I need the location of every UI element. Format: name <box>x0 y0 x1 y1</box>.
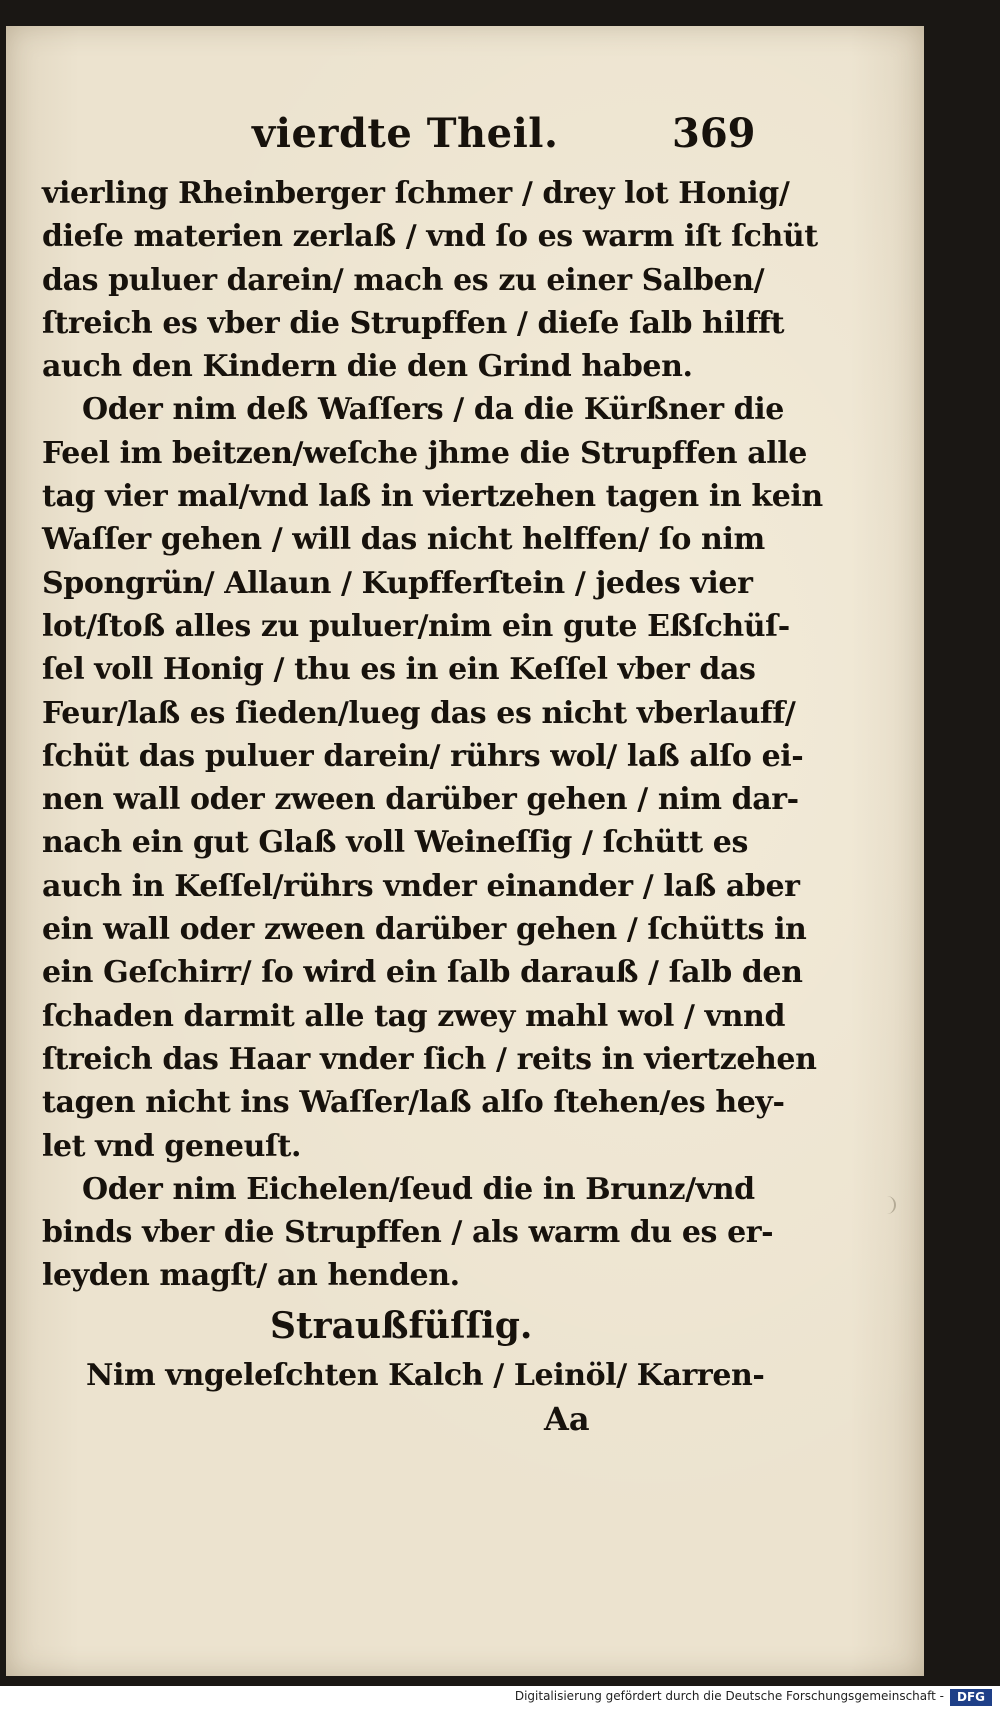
text-line: dieſe materien zerlaß / vnd ſo es warm iſt ſchüt <box>42 219 818 255</box>
text-line: ſel voll Honig / thu es in ein Keſſel vber das <box>42 652 756 688</box>
digitization-footer <box>0 1686 1000 1710</box>
paragraph-start-line: Oder nim Eichelen/ſeud die in Brunz/vnd <box>82 1171 755 1207</box>
text-line: binds vber die Strupffen / als warm du es er- <box>42 1215 774 1251</box>
text-line: nen wall oder zween darüber gehen / nim dar- <box>42 782 799 818</box>
dfg-logo: DFG <box>950 1689 992 1706</box>
text-line: lot/ſtoß alles zu puluer/nim ein gute Eßſchüſ- <box>42 608 790 644</box>
page-header <box>42 110 756 172</box>
text-line: let vnd geneuſt. <box>42 1128 302 1164</box>
text-line: Feel im beitzen/weſche jhme die Strupffen alle <box>42 435 807 471</box>
text-line: auch den Kindern die den Grind haben. <box>42 349 693 385</box>
running-head: vierdte Theil. <box>252 110 559 157</box>
text-line: ein Geſchirr/ ſo wird ein ſalb darauß / ſalb den <box>42 955 803 991</box>
text-line: ſtreich das Haar vnder ſich / reits in viertzehen <box>42 1041 817 1077</box>
text-block <box>42 110 823 1441</box>
text-line: das puluer darein/ mach es zu einer Salben/ <box>42 262 765 298</box>
text-line: ſchüt das puluer darein/ rührs wol/ laß alſo ei- <box>42 738 804 774</box>
text-line: vierling Rheinberger ſchmer / drey lot Honig/ <box>42 176 790 211</box>
text-line: ſchaden darmit alle tag zwey mahl wol / vnnd <box>42 998 786 1034</box>
book-page <box>6 26 924 1676</box>
text-line: tag vier mal/vnd laß in viertzehen tagen in kein <box>42 479 823 515</box>
text-line: Waſſer gehen / will das nicht helffen/ ſo nim <box>42 522 765 558</box>
text-line: ein wall oder zween darüber gehen / ſchütts in <box>42 912 807 948</box>
page-mark <box>886 1196 896 1214</box>
text-line: leyden magſt/ an henden. <box>42 1258 460 1294</box>
signature-mark: Aa <box>544 1400 590 1439</box>
text-line: Nim vngeleſchten Kalch / Leinöl/ Karren- <box>86 1357 765 1393</box>
text-line: tagen nicht ins Waſſer/laß alſo ſtehen/es hey- <box>42 1085 785 1121</box>
text-line: Spongrün/ Allaun / Kupfferſtein / jedes vier <box>42 565 753 601</box>
paragraph-start-line: Oder nim deß Waſſers / da die Kürßner die <box>82 392 784 428</box>
text-line: ſtreich es vber die Strupffen / dieſe ſalb hilfft <box>42 305 785 341</box>
text-line: nach ein gut Glaß voll Weineſſig / ſchütt es <box>42 825 748 861</box>
funding-credit: Digitalisierung gefördert durch die Deutsche Forschungsgemeinschaft - <box>514 1689 944 1703</box>
text-line: Feur/laß es ſieden/lueg das es nicht vberlauff/ <box>42 695 796 731</box>
page-number: 369 <box>672 110 756 157</box>
text-line: auch in Keſſel/rührs vnder einander / laß aber <box>42 868 800 904</box>
section-heading: Straußfüſſig. <box>270 1304 533 1347</box>
